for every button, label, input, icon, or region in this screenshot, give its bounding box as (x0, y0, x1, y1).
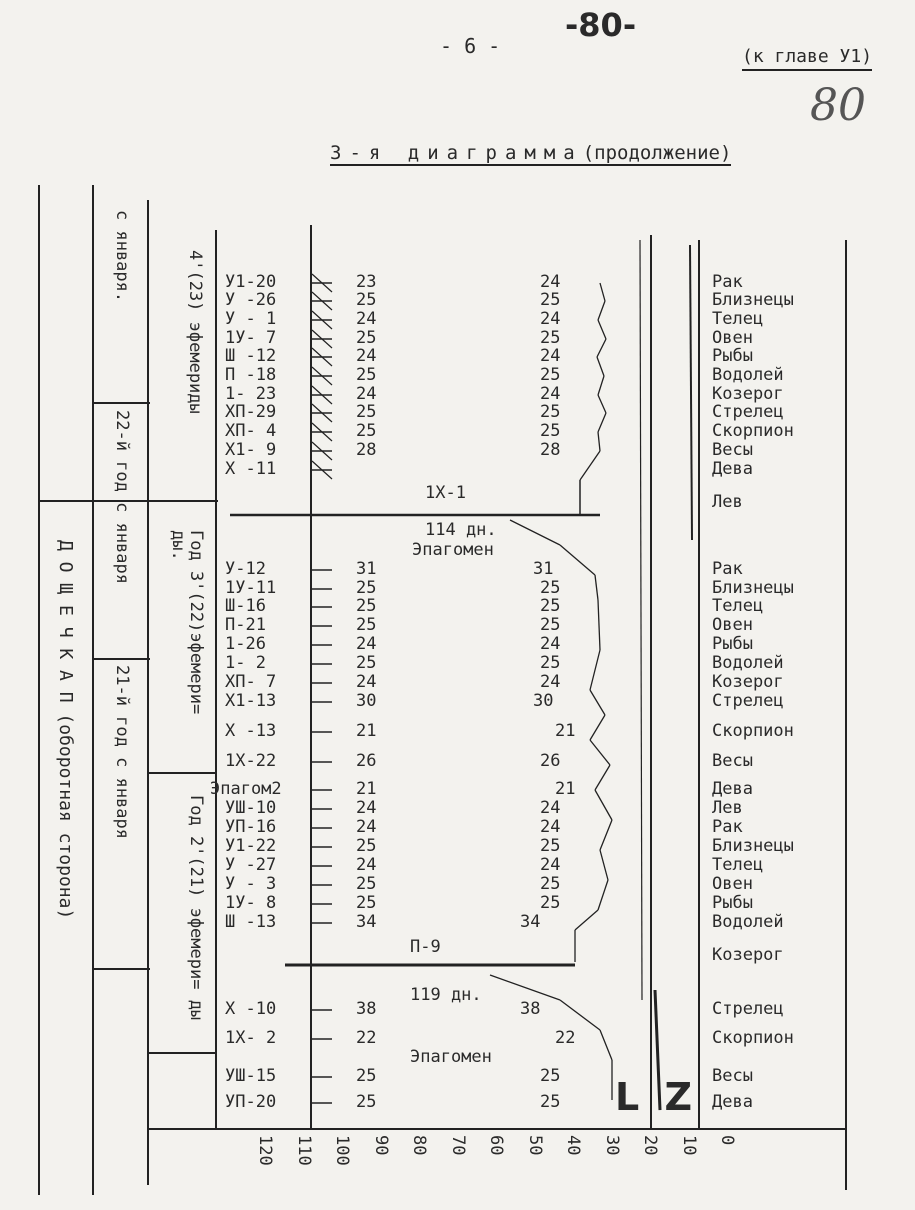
row-value-b: 24 (540, 798, 561, 818)
row-sign: Лев (712, 798, 743, 818)
sep1-days: 114 дн. (425, 520, 497, 540)
ephem2-label: Год 2'(21) эфемери= ды (186, 795, 206, 1021)
axis-tick: 30 (601, 1135, 622, 1156)
row-value-a: 25 (356, 365, 377, 385)
row-value-b: 24 (540, 346, 561, 366)
row-value-b: 25 (540, 328, 561, 348)
row-value-a: 24 (356, 309, 377, 329)
row-value-a: 25 (356, 596, 377, 616)
row-date: У - 3 (225, 874, 277, 894)
curve-segment (600, 1030, 612, 1060)
row-date: Эпагом2 (210, 779, 282, 799)
ephem3-label: Год 3'(22)эфемери= ды. (168, 530, 206, 715)
row-value-b: 21 (555, 721, 576, 741)
axis-tick: 60 (486, 1135, 506, 1156)
board-label: Д О Щ Е Ч К А П (оборотная сторона) (55, 540, 76, 920)
row-date: У-12 (225, 559, 266, 579)
handwritten-number: 80 (810, 80, 866, 131)
curve-segment (598, 301, 605, 320)
row-value-a: 25 (356, 874, 377, 894)
row-sign: Стрелец (712, 402, 784, 422)
row-date: Ш -12 (225, 346, 277, 366)
row-sign: Скорпион (712, 721, 794, 741)
ephem4-label: 4'(23) эфемериды (185, 250, 205, 414)
page-number: - 6 - (440, 34, 501, 58)
axis-tick: 110 (293, 1135, 314, 1166)
row-value-a: 24 (356, 384, 377, 404)
row-date: УШ-10 (225, 798, 277, 818)
row-value-a: 24 (356, 346, 377, 366)
row-date: У -26 (225, 290, 277, 310)
row-sign: Дева (712, 459, 753, 479)
curve-segment (560, 545, 595, 575)
row-value-a: 25 (356, 836, 377, 856)
row-value-b: 24 (540, 855, 561, 875)
row-value-a: 24 (356, 855, 377, 875)
row-value-a: 25 (356, 290, 377, 310)
curve-segment (595, 790, 612, 820)
row-value-b: 24 (540, 672, 561, 692)
row-sign: Стрелец (712, 691, 784, 711)
row-value-b: 34 (520, 912, 541, 932)
curve-segment (490, 975, 560, 1000)
axis-tick: 10 (678, 1135, 699, 1156)
row-date: У - 1 (225, 309, 277, 329)
row-date: 1У- 7 (225, 328, 277, 348)
row-sign: Весы (712, 440, 753, 460)
row-value-b: 31 (533, 559, 554, 579)
row-sign: Весы (712, 751, 753, 771)
top-number: -80- (565, 6, 637, 44)
row-date: Х1-13 (225, 691, 277, 711)
row-value-a: 23 (356, 272, 377, 292)
row-sign: Рыбы (712, 634, 753, 654)
row-value-b: 25 (540, 290, 561, 310)
row-sign: Водолей (712, 365, 784, 385)
row-sign: Дева (712, 779, 753, 799)
row-value-a: 24 (356, 672, 377, 692)
row-date: 1-26 (225, 634, 266, 654)
title-main: 3-я диаграмма (330, 142, 583, 164)
row-date: УП-16 (225, 817, 277, 837)
row-value-a: 25 (356, 402, 377, 422)
row-value-a: 26 (356, 751, 377, 771)
curve-segment (640, 240, 642, 1000)
row-date: У1-20 (225, 272, 277, 292)
curve-segment (580, 451, 600, 480)
row-date: У1-22 (225, 836, 277, 856)
row-value-b: 24 (540, 272, 561, 292)
row-sign: Телец (712, 309, 764, 329)
row-value-b: 25 (540, 615, 561, 635)
row-value-a: 25 (356, 615, 377, 635)
curve-segment (598, 432, 600, 451)
row-sign: Близнецы (712, 578, 794, 598)
row-sign: Рыбы (712, 346, 753, 366)
curve-segment (560, 1000, 600, 1030)
sep2-date: П-9 (410, 937, 441, 957)
row-sign: Стрелец (712, 999, 784, 1019)
row-value-a: 24 (356, 634, 377, 654)
curve-segment (510, 520, 560, 545)
sep2-days: 119 дн. (410, 985, 482, 1005)
row-value-a: 25 (356, 328, 377, 348)
curve-segment (598, 395, 606, 413)
sep1-date: 1Х-1 (425, 483, 466, 503)
row-date: ХП-29 (225, 402, 277, 422)
row-date: ХП- 4 (225, 421, 277, 441)
row-value-a: 31 (356, 559, 377, 579)
row-value-b: 24 (540, 817, 561, 837)
row-sign: Телец (712, 596, 764, 616)
axis-tick: 70 (447, 1135, 468, 1156)
row-value-a: 25 (356, 421, 377, 441)
curve-segment (600, 850, 608, 880)
row-value-b: 25 (540, 874, 561, 894)
sep1-epagomen: Эпагомен (412, 540, 494, 560)
curve-segment (598, 320, 606, 339)
axis-tick: 100 (332, 1135, 352, 1166)
curve-segment (590, 690, 605, 715)
curve-segment (597, 339, 606, 357)
row-sign: Близнецы (712, 290, 794, 310)
row-value-b: 25 (540, 836, 561, 856)
axis-tick: 80 (409, 1135, 429, 1156)
axis-tick: 120 (255, 1135, 275, 1166)
row-value-b: 38 (520, 999, 541, 1019)
title-suffix: (продолжение) (582, 142, 732, 164)
curve-segment (598, 880, 608, 910)
row-value-b: 21 (555, 779, 576, 799)
row-sign: Козерог (712, 945, 784, 965)
row-sign: Близнецы (712, 836, 794, 856)
row-value-a: 30 (356, 691, 377, 711)
row-date: Ш -13 (225, 912, 277, 932)
curve-segment (590, 715, 605, 740)
row-value-a: 25 (356, 1092, 377, 1112)
curve-segment (598, 600, 600, 650)
row-date: Ш-16 (225, 596, 266, 616)
row-value-b: 25 (540, 596, 561, 616)
row-sign: Скорпион (712, 1028, 794, 1048)
curve-segment (600, 820, 612, 850)
row-sign: Рак (712, 559, 743, 579)
row-date: 1Х-22 (225, 751, 277, 771)
curve-segment (595, 575, 598, 600)
row-sign: Лев (712, 492, 743, 512)
chapter-ref: (к главе У1) (742, 46, 872, 71)
row-date: У -27 (225, 855, 277, 875)
curve-segment (597, 357, 604, 376)
axis-tick: 40 (563, 1135, 583, 1156)
row-value-a: 25 (356, 578, 377, 598)
row-date: 1- 23 (225, 384, 277, 404)
row-value-a: 22 (356, 1028, 377, 1048)
margin-marks: L Z (615, 1075, 698, 1119)
row-sign: Рыбы (712, 893, 753, 913)
curve-segment (598, 376, 604, 395)
curve-segment (595, 765, 610, 790)
year21-label: 21-й год с января (112, 665, 132, 839)
row-date: П -18 (225, 365, 277, 385)
row-date: УШ-15 (225, 1066, 277, 1086)
sep2-epagomen: Эпагомен (410, 1047, 492, 1067)
row-sign: Козерог (712, 672, 784, 692)
row-sign: Дева (712, 1092, 753, 1112)
row-value-b: 25 (540, 893, 561, 913)
row-date: П-21 (225, 615, 266, 635)
row-value-b: 22 (555, 1028, 576, 1048)
row-sign: Овен (712, 874, 753, 894)
curve-segment (590, 740, 610, 765)
row-date: 1У-11 (225, 578, 277, 598)
row-sign: Телец (712, 855, 764, 875)
row-value-a: 24 (356, 817, 377, 837)
axis-tick: 90 (370, 1135, 391, 1156)
row-value-b: 25 (540, 1092, 561, 1112)
row-sign: Водолей (712, 653, 784, 673)
row-value-b: 26 (540, 751, 561, 771)
row-date: 1У- 8 (225, 893, 277, 913)
row-value-a: 21 (356, 721, 377, 741)
row-sign: Рак (712, 272, 743, 292)
axis-tick: 20 (640, 1135, 660, 1156)
row-date: Х1- 9 (225, 440, 277, 460)
year22-label: 22-й год с января (112, 410, 132, 584)
row-value-a: 25 (356, 1066, 377, 1086)
row-sign: Весы (712, 1066, 753, 1086)
row-value-a: 25 (356, 893, 377, 913)
row-sign: Рак (712, 817, 743, 837)
curve-segment (600, 283, 605, 301)
row-date: 1Х- 2 (225, 1028, 277, 1048)
row-value-b: 25 (540, 578, 561, 598)
row-value-b: 25 (540, 402, 561, 422)
row-date: УП-20 (225, 1092, 277, 1112)
row-value-a: 28 (356, 440, 377, 460)
row-date: 1- 2 (225, 653, 266, 673)
row-sign: Скорпион (712, 421, 794, 441)
row-value-b: 24 (540, 634, 561, 654)
axis-tick: 0 (717, 1135, 737, 1146)
from-january-label: с января. (112, 210, 132, 303)
row-date: Х -13 (225, 721, 277, 741)
row-value-b: 24 (540, 309, 561, 329)
row-value-a: 21 (356, 779, 377, 799)
row-sign: Козерог (712, 384, 784, 404)
row-date: ХП- 7 (225, 672, 277, 692)
curve-segment (598, 413, 606, 432)
row-sign: Овен (712, 328, 753, 348)
row-value-b: 30 (533, 691, 554, 711)
row-sign: Овен (712, 615, 753, 635)
curve-segment (690, 245, 692, 540)
row-value-b: 25 (540, 1066, 561, 1086)
curve-segment (590, 650, 600, 690)
row-value-b: 25 (540, 653, 561, 673)
row-date: Х -11 (225, 459, 277, 479)
row-value-b: 25 (540, 365, 561, 385)
row-value-a: 25 (356, 653, 377, 673)
row-sign: Водолей (712, 912, 784, 932)
row-value-a: 24 (356, 798, 377, 818)
axis-tick: 50 (524, 1135, 545, 1156)
row-value-a: 38 (356, 999, 377, 1019)
row-value-b: 28 (540, 440, 561, 460)
row-date: Х -10 (225, 999, 277, 1019)
row-value-a: 34 (356, 912, 377, 932)
row-value-b: 25 (540, 421, 561, 441)
curve-segment (575, 910, 598, 930)
row-value-b: 24 (540, 384, 561, 404)
